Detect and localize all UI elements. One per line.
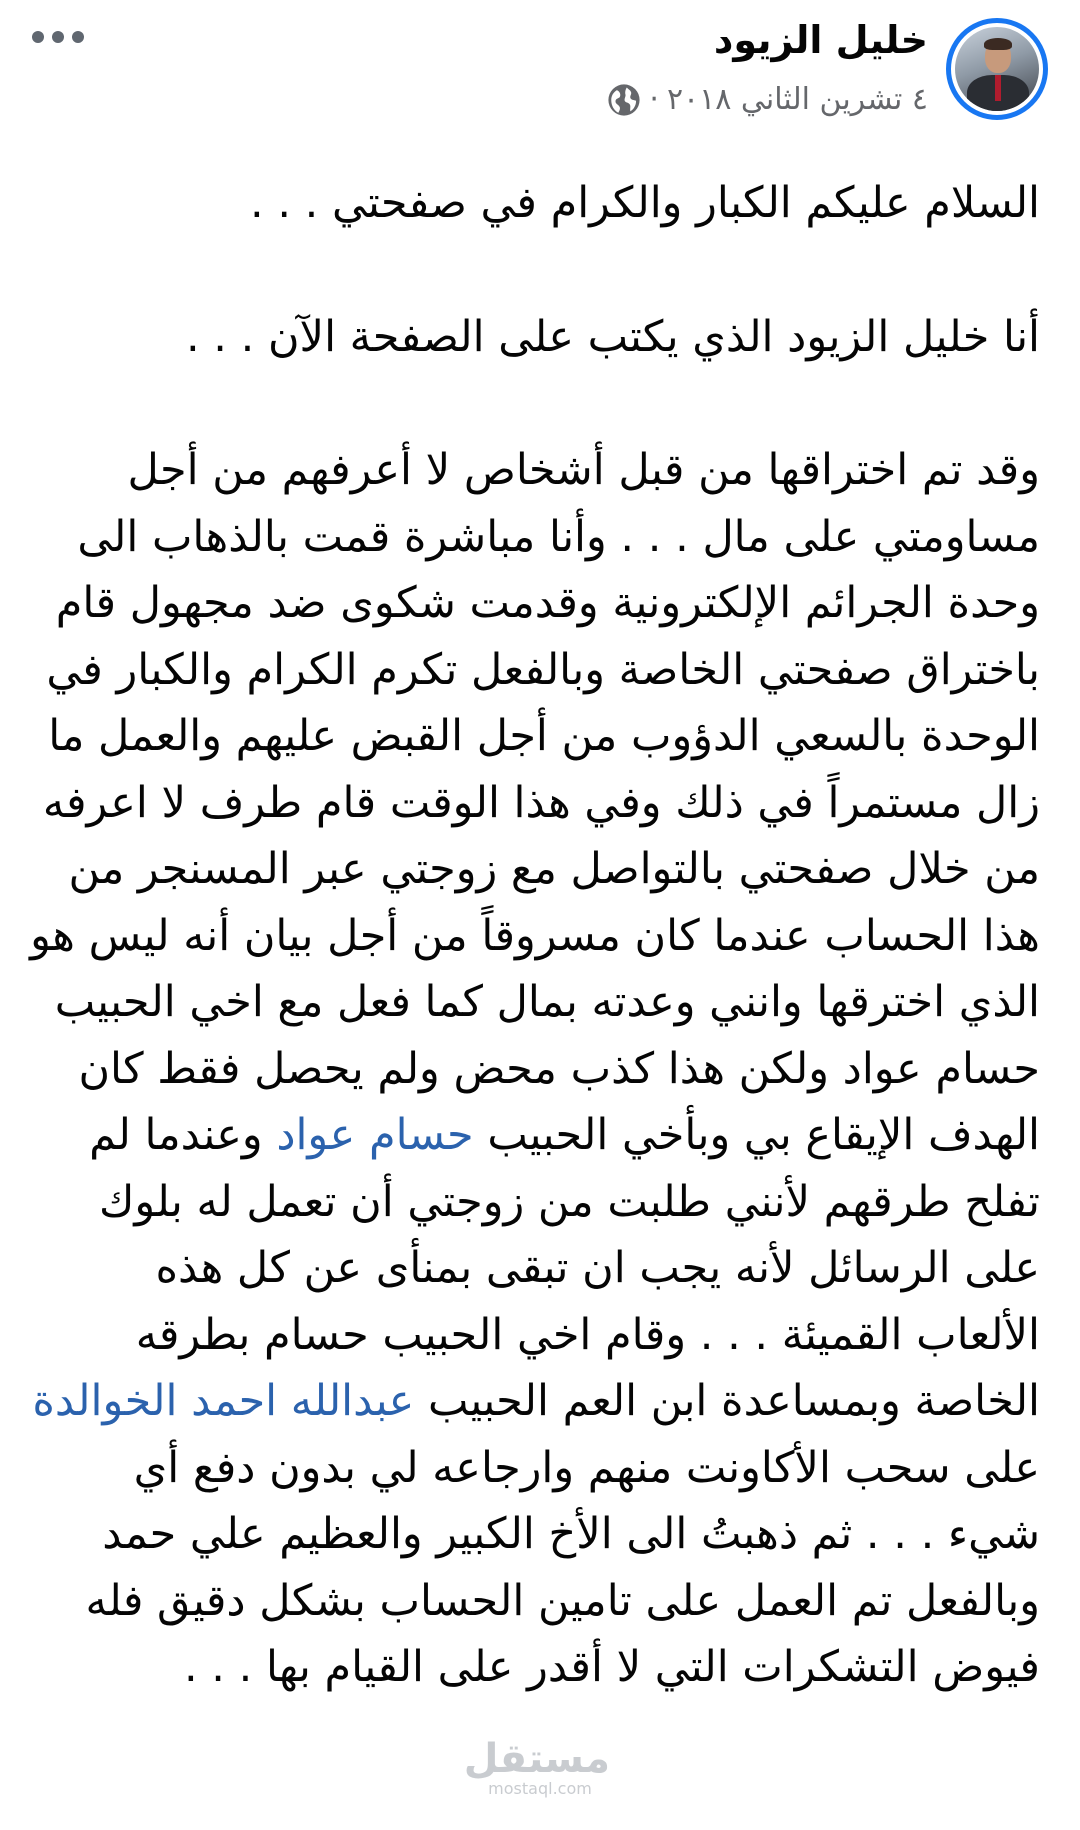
post-body [30, 437, 1040, 1701]
mostaql-watermark [463, 1736, 610, 1798]
post-meta [607, 82, 928, 117]
avatar-photo [955, 27, 1039, 111]
author-name[interactable]: خليل الزيود [713, 18, 928, 62]
more-dot [72, 31, 84, 43]
post-header [0, 0, 1080, 150]
post-body-part-1: وقد تم اختراقها من قبل أشخاص لا أعرفهم من أجل مساومتي على مال . . . وأنا مباشرة قمت بالذهاب الى وحدة الجرائم الإلكترونية وقدمت شكوى ضد مجهول قام باختراق صفحتي الخاصة وبالفعل تكرم الكرام والكبار في الوحدة بالسعي الدؤوب من أجل القبض عليهم والعمل ما زال مستمراً في ذلك وفي هذا الوقت قام طرف لا اعرفه من خلال صفحتي بالتواصل مع زوجتي عبر المسنجر من هذا الحساب عندما كان مسروقاً من أجل بيان أنه ليس هو الذي اخترقها وانني وعدته بمال كما فعل مع اخي الحبيب حسام عواد ولكن هذا كذب محض ولم يحصل فقط كان الهدف الإيقاع بي وبأخي الحبيب [30, 445, 1040, 1160]
avatar-tie-shape [995, 75, 1001, 101]
post-date[interactable]: ٤ تشرين الثاني ٢٠١٨ [666, 82, 928, 117]
post-body-part-3: على سحب الأكاونت منهم وارجاعه لي بدون دفع أي شيء . . . ثم ذهبتُ الى الأخ الكبير والعظيم علي حمد وبالفعل تم العمل على تامين الحساب بشكل دقيق فله فيوض التشكرات التي لا أقدر على القيام بها . . . [85, 1442, 1040, 1692]
post-greeting: السلام عليكم الكبار والكرام في صفحتي . . . [250, 178, 1040, 228]
more-options-icon[interactable] [32, 30, 92, 44]
watermark-domain: mostaql.com [488, 1779, 592, 1798]
more-dot [32, 31, 44, 43]
avatar-hair-shape [984, 38, 1012, 50]
globe-icon[interactable] [607, 83, 641, 117]
avatar[interactable] [946, 18, 1048, 120]
mention-link-hussam[interactable]: حسام عواد [276, 1110, 474, 1160]
post-intro: أنا خليل الزيود الذي يكتب على الصفحة الآن . . . [185, 311, 1040, 362]
post-text [30, 170, 1040, 1701]
mention-link-abdullah[interactable]: عبدالله احمد الخوالدة [32, 1376, 415, 1426]
post-body-part-2: وعندما لم تفلح طرقهم لأنني طلبت من زوجتي أن تعمل له بلوك على الرسائل لأنه يجب ان تبقى بمنأى عن كل هذه الألعاب القميئة . . . وقام اخي الحبيب حسام بطرقه الخاصة وبمساعدة ابن العم الحبيب [89, 1110, 1040, 1426]
more-dot [52, 31, 64, 43]
watermark-logo-text: مستقل [463, 1736, 610, 1782]
meta-separator: · [649, 82, 659, 117]
